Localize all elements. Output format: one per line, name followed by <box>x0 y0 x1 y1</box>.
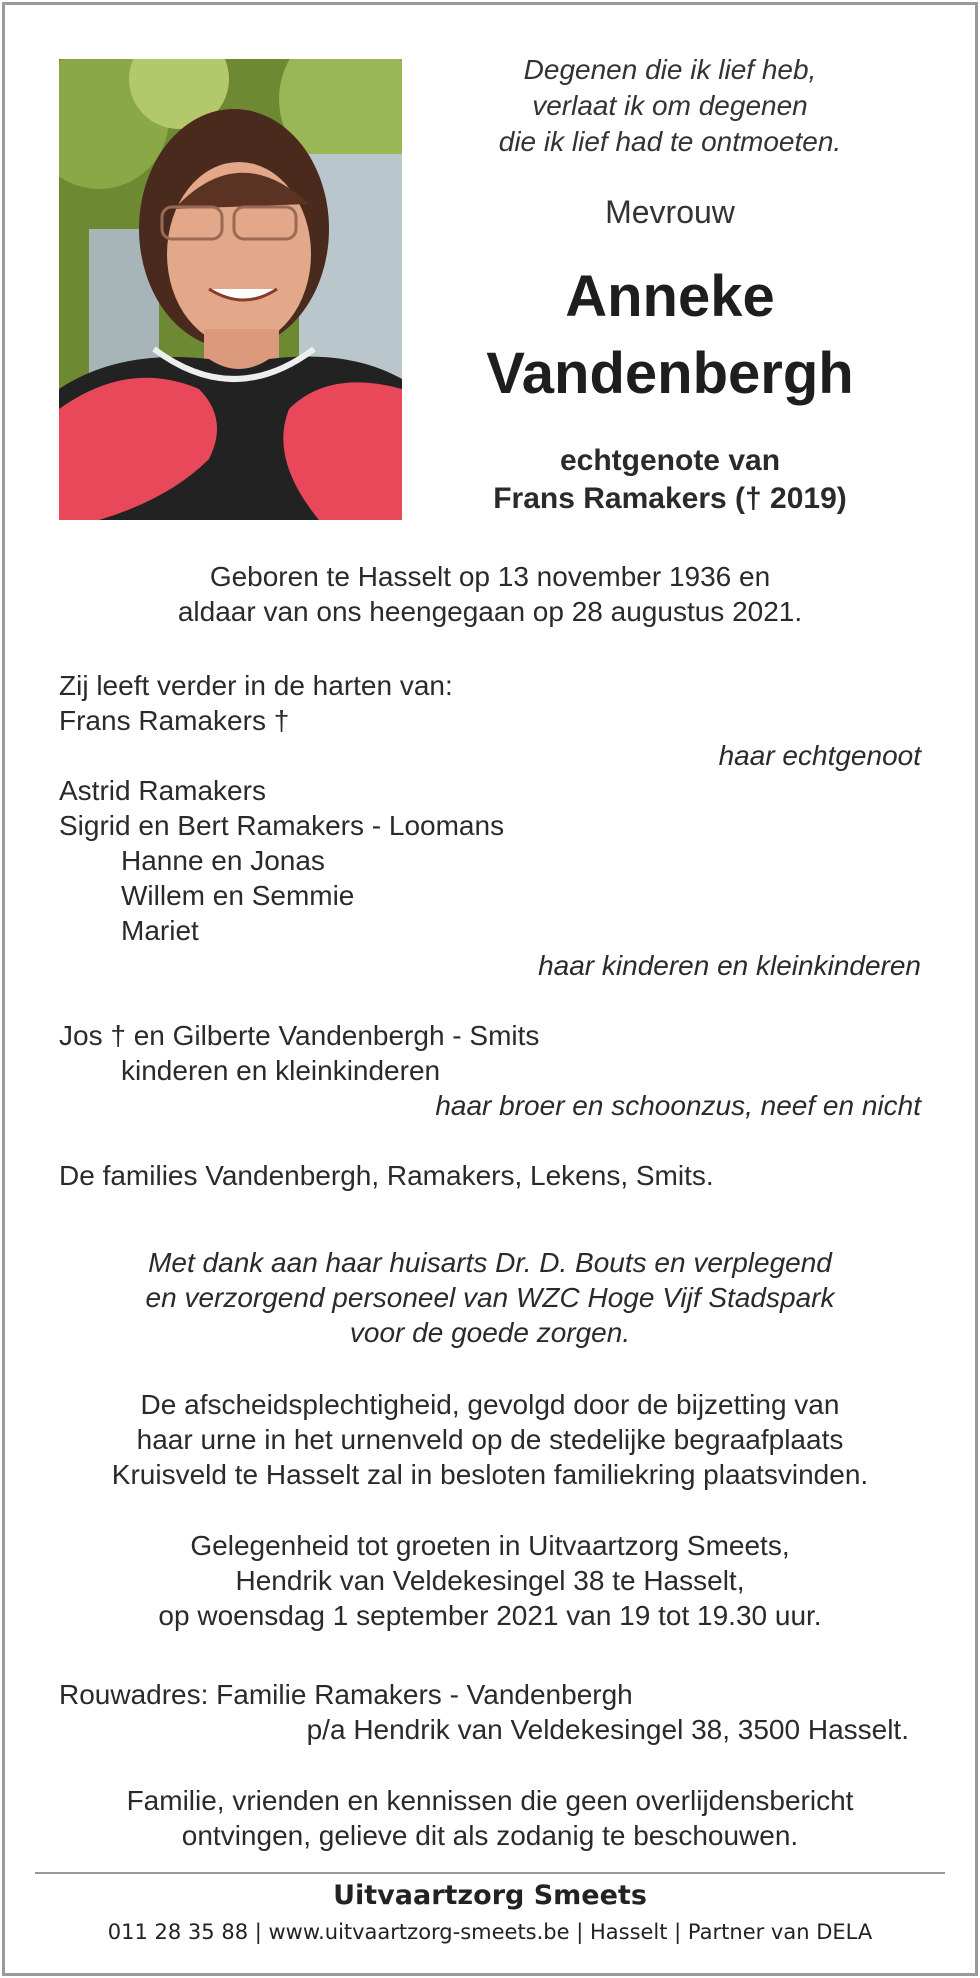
survivors-section <box>59 668 921 1193</box>
thanks-text <box>0 1245 980 1350</box>
spouse-relation <box>430 442 910 518</box>
spouse-name: Frans Ramakers († 2019) <box>493 482 847 515</box>
deceased-name <box>430 258 910 412</box>
visitation-text <box>0 1528 980 1633</box>
survivor-child: Sigrid en Bert Ramakers - Loomans <box>59 810 505 841</box>
brother-descendants: kinderen en kleinkinderen <box>121 1055 441 1086</box>
visitation-line: Hendrik van Veldekesingel 38 te Hasselt, <box>235 1565 745 1596</box>
quote-line: verlaat ik om degenen <box>532 90 808 121</box>
death-line: aldaar van ons heengegaan op 28 augustus 2021. <box>177 596 803 627</box>
thanks-line: voor de goede zorgen. <box>349 1317 631 1348</box>
notice-text <box>0 1783 980 1853</box>
first-name: Anneke <box>565 264 775 329</box>
ceremony-line: De afscheidsplechtigheid, gevolgd door de bijzetting van <box>140 1389 840 1420</box>
relation-label: echtgenote van <box>559 444 781 477</box>
survivor-spouse: Frans Ramakers † <box>59 705 290 736</box>
birth-line: Geboren te Hasselt op 13 november 1936 en <box>209 561 771 592</box>
funeral-home-contact: 011 28 35 88 | www.uitvaartzorg-smeets.be | Hasselt | Partner van DELA <box>107 1920 873 1944</box>
children-role: haar kinderen en kleinkinderen <box>538 950 921 981</box>
survivor-grandchild: Hanne en Jonas <box>121 845 325 876</box>
quote-line: Degenen die ik lief heb, <box>523 54 817 85</box>
notice-line: ontvingen, gelieve dit als zodanig te beschouwen. <box>181 1820 799 1851</box>
visitation-line: op woensdag 1 september 2021 van 19 tot 19.30 uur. <box>158 1600 822 1631</box>
brother-role: haar broer en schoonzus, neef en nicht <box>435 1090 921 1121</box>
birth-death-text <box>0 559 980 629</box>
address-line: Rouwadres: Familie Ramakers - Vandenbergh <box>59 1679 633 1710</box>
spouse-role: haar echtgenoot <box>718 740 921 771</box>
visitation-line: Gelegenheid tot groeten in Uitvaartzorg Smeets, <box>190 1530 790 1561</box>
survivor-grandchild: Willem en Semmie <box>121 880 355 911</box>
quote-line: die ik lief had te ontmoeten. <box>498 126 842 157</box>
survivor-child: Astrid Ramakers <box>59 775 266 806</box>
ceremony-line: haar urne in het urnenveld op de stedelijke begraafplaats <box>136 1424 844 1455</box>
mourning-address <box>59 1677 909 1747</box>
opening-quote <box>430 52 910 160</box>
ceremony-line: Kruisveld te Hasselt zal in besloten familiekring plaatsvinden. <box>111 1459 869 1490</box>
thanks-line: Met dank aan haar huisarts Dr. D. Bouts en verplegend <box>148 1247 832 1278</box>
survivor-brother: Jos † en Gilberte Vandenbergh - Smits <box>59 1020 540 1051</box>
thanks-line: en verzorgend personeel van WZC Hoge Vijf Stadspark <box>145 1282 835 1313</box>
survivor-grandchild: Mariet <box>121 915 199 946</box>
portrait-photo <box>59 59 402 520</box>
funeral-home-name: Uitvaartzorg Smeets <box>333 1880 647 1911</box>
address-line: p/a Hendrik van Veldekesingel 38, 3500 Hasselt. <box>306 1714 909 1745</box>
ceremony-text <box>0 1387 980 1492</box>
survivors-intro: Zij leeft verder in de harten van: <box>59 670 453 701</box>
last-name: Vandenbergh <box>486 341 854 406</box>
honorific: Mevrouw <box>605 194 735 230</box>
notice-line: Familie, vrienden en kennissen die geen overlijdensbericht <box>126 1785 854 1816</box>
footer-divider <box>35 1872 945 1874</box>
families-line: De families Vandenbergh, Ramakers, Lekens, Smits. <box>59 1160 714 1191</box>
